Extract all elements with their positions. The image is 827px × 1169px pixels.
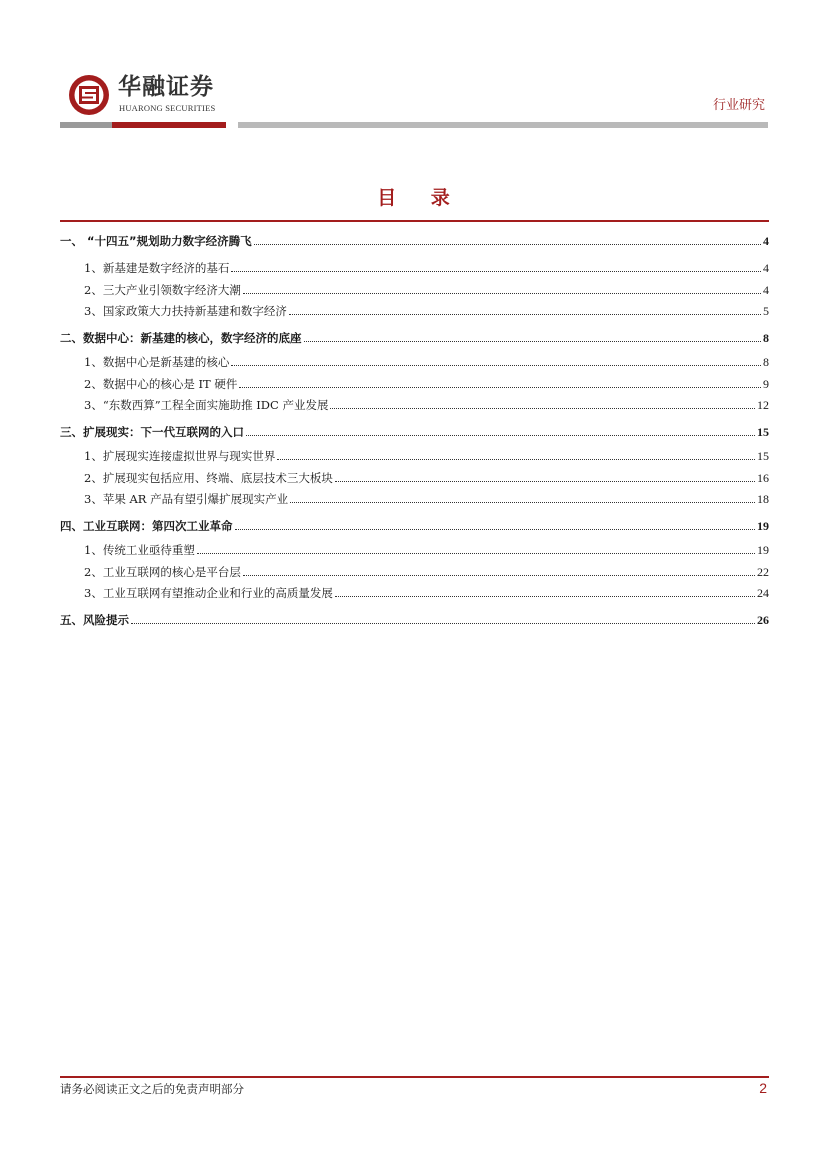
toc-entry-page: 24 xyxy=(757,586,769,600)
footer-disclaimer: 请务必阅读正文之后的免责声明部分 xyxy=(60,1082,244,1096)
toc-section-entry[interactable] xyxy=(84,490,769,508)
toc-entry-page: 19 xyxy=(757,543,769,557)
header-bar-gray xyxy=(60,122,112,128)
toc-dot-leader xyxy=(289,314,761,315)
toc-dot-leader xyxy=(277,459,755,460)
toc-dot-leader xyxy=(335,481,755,482)
toc-dot-leader xyxy=(231,271,761,272)
toc-entry-page: 8 xyxy=(763,331,769,345)
toc-section-entry[interactable] xyxy=(84,281,769,299)
toc-entry-page: 16 xyxy=(757,471,769,485)
footer-divider xyxy=(60,1076,769,1078)
toc-section-entry[interactable] xyxy=(84,396,769,414)
toc-entry-page: 9 xyxy=(763,377,769,391)
toc-section-entry[interactable] xyxy=(84,584,769,602)
brand-name-cn: 华融证券 xyxy=(118,74,214,100)
toc-dot-leader xyxy=(335,596,755,597)
toc-entry-page: 19 xyxy=(757,519,769,533)
toc-entry-page: 4 xyxy=(763,283,769,297)
toc-entry-title: 2、三大产业引领数字经济大潮 xyxy=(84,283,241,297)
toc-divider xyxy=(60,220,769,222)
toc-section-entry[interactable] xyxy=(84,469,769,487)
toc-chapter-entry[interactable] xyxy=(60,611,769,629)
toc-entry-title: 四、工业互联网：第四次工业革命 xyxy=(60,519,233,533)
toc-chapter-entry[interactable] xyxy=(60,517,769,535)
toc-entry-title: 一、 “十四五”规划助力数字经济腾飞 xyxy=(60,234,252,248)
toc-section-entry[interactable] xyxy=(84,375,769,393)
toc-section-entry[interactable] xyxy=(84,447,769,465)
section-label: 行业研究 xyxy=(712,98,765,113)
toc-entry-page: 15 xyxy=(757,425,769,439)
toc-dot-leader xyxy=(290,502,755,503)
toc-dot-leader xyxy=(231,365,761,366)
toc-section-entry[interactable] xyxy=(84,302,769,320)
toc-entry-title: 三、扩展现实：下一代互联网的入口 xyxy=(60,425,244,439)
toc-dot-leader xyxy=(235,529,756,530)
toc-entry-page: 22 xyxy=(757,565,769,579)
toc-dot-leader xyxy=(246,435,755,436)
toc-entry-title: 1、新基建是数字经济的基石 xyxy=(84,261,230,275)
toc-dot-leader xyxy=(197,553,755,554)
toc-entry-title: 3、“东数西算”工程全面实施助推 IDC 产业发展 xyxy=(84,398,329,412)
header-bar-light xyxy=(238,122,768,128)
toc-entry-title: 1、数据中心是新基建的核心 xyxy=(84,355,230,369)
toc-entry-title: 2、扩展现实包括应用、终端、底层技术三大板块 xyxy=(84,471,333,485)
toc-entry-page: 4 xyxy=(763,261,769,275)
toc-dot-leader xyxy=(239,387,761,388)
toc-entry-title: 2、工业互联网的核心是平台层 xyxy=(84,565,241,579)
toc-section-entry[interactable] xyxy=(84,563,769,581)
toc-title: 目 录 xyxy=(377,187,464,209)
toc-entry-title: 二、数据中心：新基建的核心，数字经济的底座 xyxy=(60,331,302,345)
toc-chapter-entry[interactable] xyxy=(60,232,769,250)
toc-entry-title: 3、工业互联网有望推动企业和行业的高质量发展 xyxy=(84,586,333,600)
toc-entry-page: 18 xyxy=(757,492,769,506)
page-number: 2 xyxy=(759,1080,767,1096)
huarong-logo-icon xyxy=(68,74,110,116)
brand-name-en: HUARONG SECURITIES xyxy=(119,103,216,113)
toc-entry-title: 五、风险提示 xyxy=(60,613,129,627)
toc-section-entry[interactable] xyxy=(84,353,769,371)
toc-dot-leader xyxy=(330,408,755,409)
toc-dot-leader xyxy=(254,244,761,245)
toc-entry-page: 8 xyxy=(763,355,769,369)
toc-entry-page: 4 xyxy=(763,234,769,248)
toc-section-entry[interactable] xyxy=(84,259,769,277)
toc-entry-title: 1、传统工业亟待重塑 xyxy=(84,543,195,557)
header-bar-red xyxy=(112,122,226,128)
toc-dot-leader xyxy=(304,341,762,342)
toc-entry-page: 26 xyxy=(757,613,769,627)
toc-entry-title: 3、苹果 AR 产品有望引爆扩展现实产业 xyxy=(84,492,289,506)
toc-entry-title: 1、扩展现实连接虚拟世界与现实世界 xyxy=(84,449,276,463)
toc-dot-leader xyxy=(243,293,761,294)
toc-dot-leader xyxy=(243,575,755,576)
toc-entry-page: 5 xyxy=(763,304,769,318)
toc-entry-title: 2、数据中心的核心是 IT 硬件 xyxy=(84,377,238,391)
toc-entry-page: 12 xyxy=(757,398,769,412)
toc-entry-page: 15 xyxy=(757,449,769,463)
toc-section-entry[interactable] xyxy=(84,541,769,559)
toc-dot-leader xyxy=(131,623,755,624)
toc-entry-title: 3、国家政策大力扶持新基建和数字经济 xyxy=(84,304,287,318)
toc-chapter-entry[interactable] xyxy=(60,423,769,441)
toc-chapter-entry[interactable] xyxy=(60,329,769,347)
